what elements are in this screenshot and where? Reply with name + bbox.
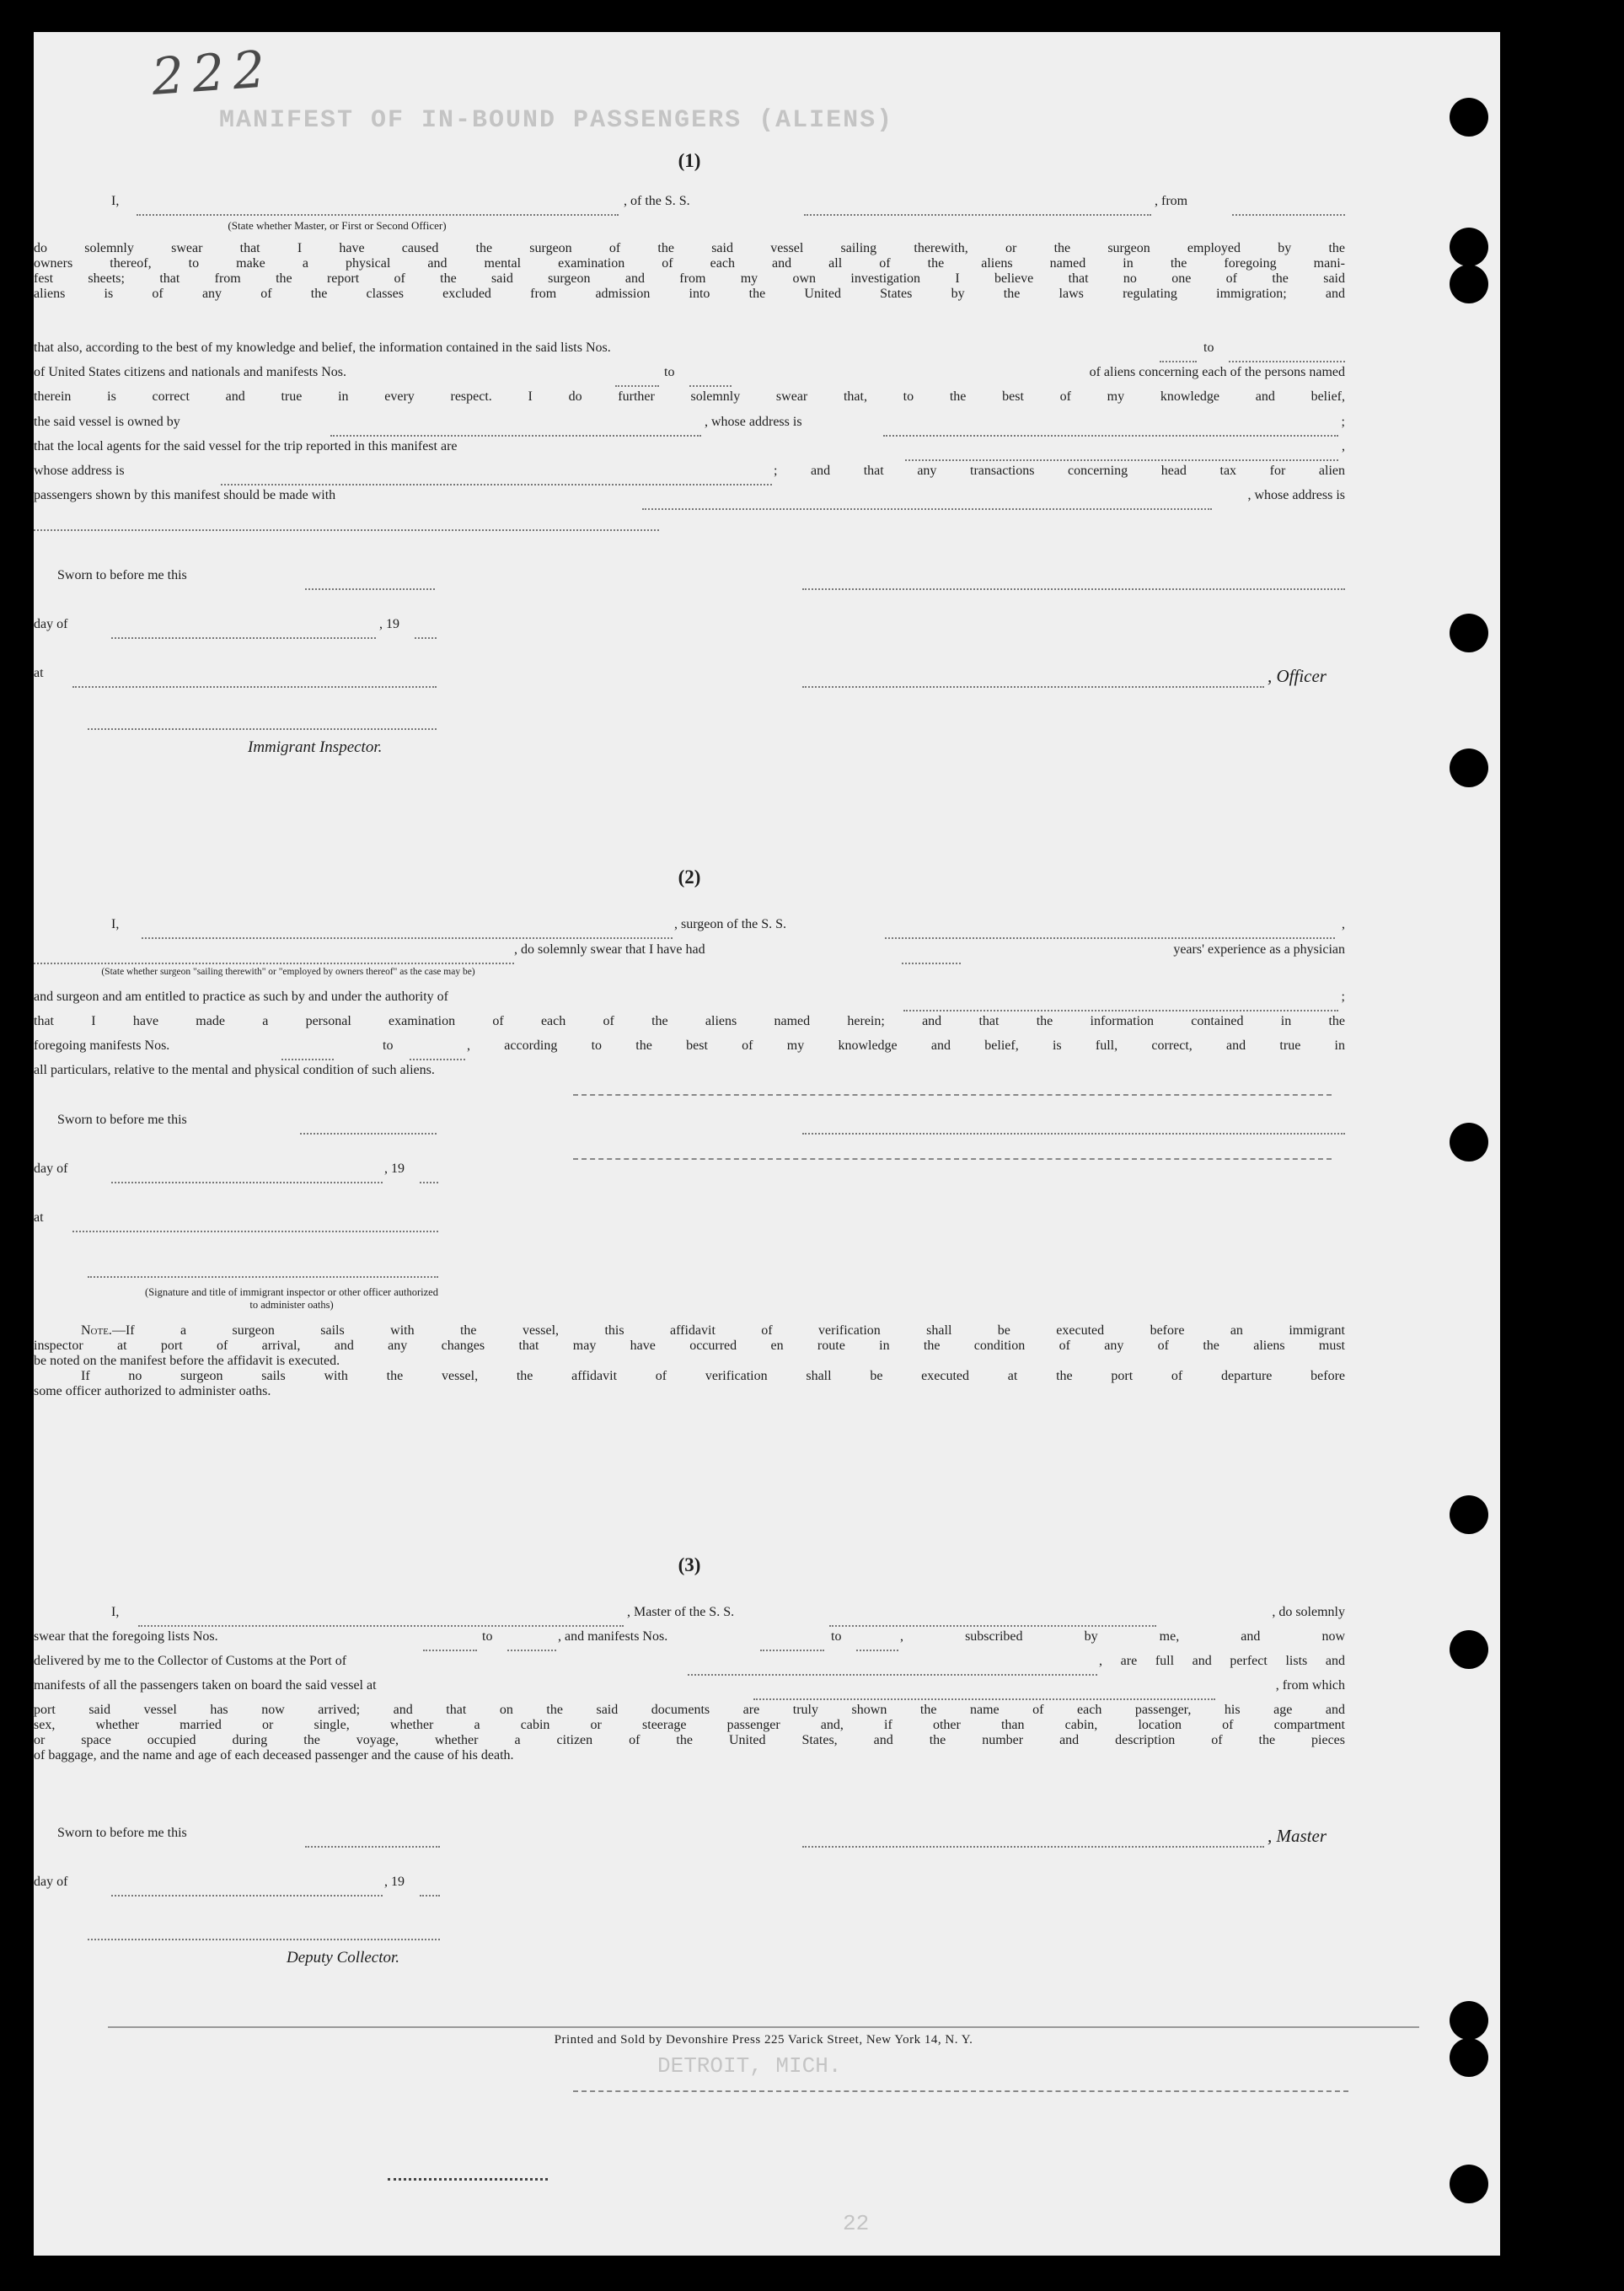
section-1-number: (1) bbox=[678, 150, 701, 171]
form-sheet: MANIFEST OF IN-BOUND PASSENGERS (ALIENS) DETROIT, MICH. 22 222 (1) I, , of the S. S. , from (State whether Master, or First or Second Officer) do solemnly swear that I have caused the surgeon of the said vessel sailing therewith, or the surgeon employed by the owners thereof, to make a physical and mental examination of each and all of the aliens named in the foregoing mani- fest sheets; that from the report of the said surgeon and from my own investigation I believe that no one of the said aliens is of any of the classes excluded from admission into the United States by the laws regulating immigration; and that also, according to the best of my knowledge and belief, the information contained in the said lists Nos. to of United States citizens and nationals and manifests Nos. to of aliens concerning each of the persons named therein is correct and true in every respect. I do further solemnly swear that, to the best of my knowledge and belief, the said vessel is owned by , whose address is ; that the local agents for the said vessel for the trip reported in this manifest are , whose address is ; and that any transactions concerning head tax for alien passengers shown by this manifest should be made with , whose address is Sworn to before me this day of , 19 at , Officer Immigrant Inspector. (2) I, , surgeon of the S. S. , , do solemnly swear that I have had years' experience as a physician (State whether surgeon "sailing therewith" or "employed by owners thereof" as the case may be) and surgeon and am entitled to practice as such by and under the authority of ; that I have made a personal examination of each of the aliens named herein; and that the information contained in the foregoing manifests Nos. to , according to the best of my knowledge and belief, is full, correct, and true in all particulars, relative to the mental and physical condition of such aliens. Sworn to before me this day of , 19 at (Signature and title of immigrant inspector or other officer authorized to administer oaths) Note.—If a surgeon sails with the vessel, this affidavit of verification shall be executed before an immigrant inspector at port of arrival, and any changes that may have occurred en route in the condition of any of the aliens must be noted on the manifest before the affidavit is executed. If no surgeon sails with the vessel, the affidavit of verification shall be executed at the port of departure before some officer authorized to administer oaths. (3) I, , Master of the S. S. , do solemnly swear that the foregoing lists Nos. to , and manifests Nos. to , subscribed by me, and now delivered by me to the Collector of Customs at the Port of , are full and perfect lists and manifests of all the passengers taken on board the said vessel at , from which port said vessel has now arrived; and that on the said documents are truly shown the name of each passenger, his age and sex, whether married or single, whether a cabin or steerage passenger and, if other than cabin, location of compartment or space occupied during the voyage, whether a citizen of the United States, and the number and description of the pieces of baggage, and the name and age of each deceased passenger and the cause of his death. Sworn to before me this , Master day of , 19 Deputy Collector. Printed and Sold by Devonshire Press 225 Varick Street, New York 14, N. Y. bbox=[34, 32, 1500, 2256]
signature-caption: (Signature and title of immigrant inspector or other officer authorized to administer oaths) bbox=[145, 1286, 438, 1311]
collector-signature-line bbox=[88, 1939, 440, 1940]
punch-hole bbox=[1450, 228, 1488, 266]
footer-rule bbox=[108, 2026, 1419, 2028]
immigrant-inspector-label: Immigrant Inspector. bbox=[248, 738, 383, 756]
further-swear-line: therein is correct and true in every respect. I do further solemnly swear that, to the best of my knowledge and belief, bbox=[34, 389, 1345, 404]
printer-credit: Printed and Sold by Devonshire Press 225 Varick Street, New York 14, N. Y. bbox=[554, 2033, 973, 2047]
section-2-number: (2) bbox=[678, 867, 701, 888]
citizens-line: of United States citizens and nationals and manifests Nos. to of aliens concerning each of the persons named bbox=[34, 365, 1345, 380]
punch-hole bbox=[1450, 614, 1488, 652]
section-1-at: at , Officer bbox=[34, 666, 1327, 686]
show-through-page-number: 22 bbox=[843, 2211, 870, 2236]
show-through-header: MANIFEST OF IN-BOUND PASSENGERS (ALIENS) bbox=[219, 106, 894, 135]
dashed-rule bbox=[573, 1094, 1332, 1096]
punch-hole bbox=[1450, 1495, 1488, 1534]
punch-hole bbox=[1450, 2001, 1488, 2040]
show-through-bottom: DETROIT, MICH. bbox=[657, 2053, 842, 2079]
dotted-rule bbox=[388, 2178, 548, 2181]
punch-hole bbox=[1450, 1123, 1488, 1162]
section-3-number: (3) bbox=[678, 1554, 701, 1575]
section-1-day-of: day of , 19 bbox=[34, 617, 1345, 632]
agents-address-line: whose address is ; and that any transactions concerning head tax for alien bbox=[34, 464, 1345, 479]
officer-signature-line bbox=[88, 1276, 438, 1278]
head-tax-line: passengers shown by this manifest should be made with , whose address is bbox=[34, 488, 1345, 503]
section-3-paragraph: port said vessel has now arrived; and that on the said documents are truly shown the name of each passenger, his age and sex, whether married or single, whether a cabin or steerage passenger and, if other than cabin, location of compartment or space occupied during the voyage, whether a citizen of the United States, and the number and description of the pieces of baggage, and the name and age of each deceased passenger and the cause of his death. bbox=[34, 1703, 1345, 1763]
owned-by-line: the said vessel is owned by , whose address is ; bbox=[34, 415, 1345, 430]
deputy-collector-label: Deputy Collector. bbox=[287, 1949, 400, 1966]
section-3-line-3: delivered by me to the Collector of Customs at the Port of , are full and perfect lists and bbox=[34, 1654, 1345, 1669]
punch-hole bbox=[1450, 748, 1488, 787]
lists-nos-line: that also, according to the best of my knowledge and belief, the information contained in the said lists Nos. to bbox=[34, 341, 1345, 356]
note-paragraph: Note.—If a surgeon sails with the vessel, this affidavit of verification shall be executed before an immigrant inspector at port of arrival, and any changes that may have occurred en route in the condition of any of the aliens must be noted on the manifest before the affidavit is executed. If no surgeon sails with the vessel, the affidavit of verification shall be executed at the port of departure before some officer authorized to administer oaths. bbox=[34, 1323, 1345, 1398]
punch-hole bbox=[1450, 265, 1488, 303]
particulars-line: all particulars, relative to the mental and physical condition of such aliens. bbox=[34, 1063, 435, 1077]
surgeon-caption: (State whether surgeon "sailing therewith" or "employed by owners thereof" as the case may be) bbox=[101, 967, 475, 977]
handwritten-page-number: 222 bbox=[149, 40, 276, 107]
punch-hole bbox=[1450, 2165, 1488, 2203]
section-3-line-2: swear that the foregoing lists Nos. to , and manifests Nos. to , subscribed by me, and now bbox=[34, 1629, 1345, 1644]
punch-hole bbox=[1450, 1630, 1488, 1669]
section-1-paragraph: do solemnly swear that I have caused the surgeon of the said vessel sailing therewith, or the surgeon employed by the owners thereof, to make a physical and mental examination of each and all of the aliens named in the foregoing mani- fest sheets; that from the report of the said surgeon and from my own investigation I believe that no one of the said aliens is of any of the classes excluded from admission into the United States by the laws regulating immigration; and bbox=[34, 241, 1345, 301]
officer-caption: (State whether Master, or First or Second Officer) bbox=[228, 219, 447, 232]
section-2-at: at bbox=[34, 1210, 1345, 1226]
inspector-signature-line bbox=[88, 728, 437, 730]
punch-hole bbox=[1450, 98, 1488, 137]
head-tax-address-blank bbox=[34, 529, 659, 531]
section-2-day-of: day of , 19 bbox=[34, 1162, 1345, 1177]
dashed-rule bbox=[573, 2090, 1348, 2092]
manifests-nos-line: foregoing manifests Nos. to , according to the best of my knowledge and belief, is full, correct, and true in bbox=[34, 1038, 1345, 1054]
local-agents-line: that the local agents for the said vessel for the trip reported in this manifest are , bbox=[34, 439, 1345, 454]
section-3-day-of: day of , 19 bbox=[34, 1875, 1345, 1890]
punch-hole bbox=[1450, 2038, 1488, 2077]
section-3-line-4: manifests of all the passengers taken on board the said vessel at , from which bbox=[34, 1678, 1345, 1693]
personal-examination-line: that I have made a personal examination of each of the aliens named herein; and that the information contained in the bbox=[34, 1014, 1345, 1028]
authority-line: and surgeon and am entitled to practice as such by and under the authority of ; bbox=[34, 990, 1345, 1005]
dashed-rule bbox=[573, 1158, 1332, 1160]
